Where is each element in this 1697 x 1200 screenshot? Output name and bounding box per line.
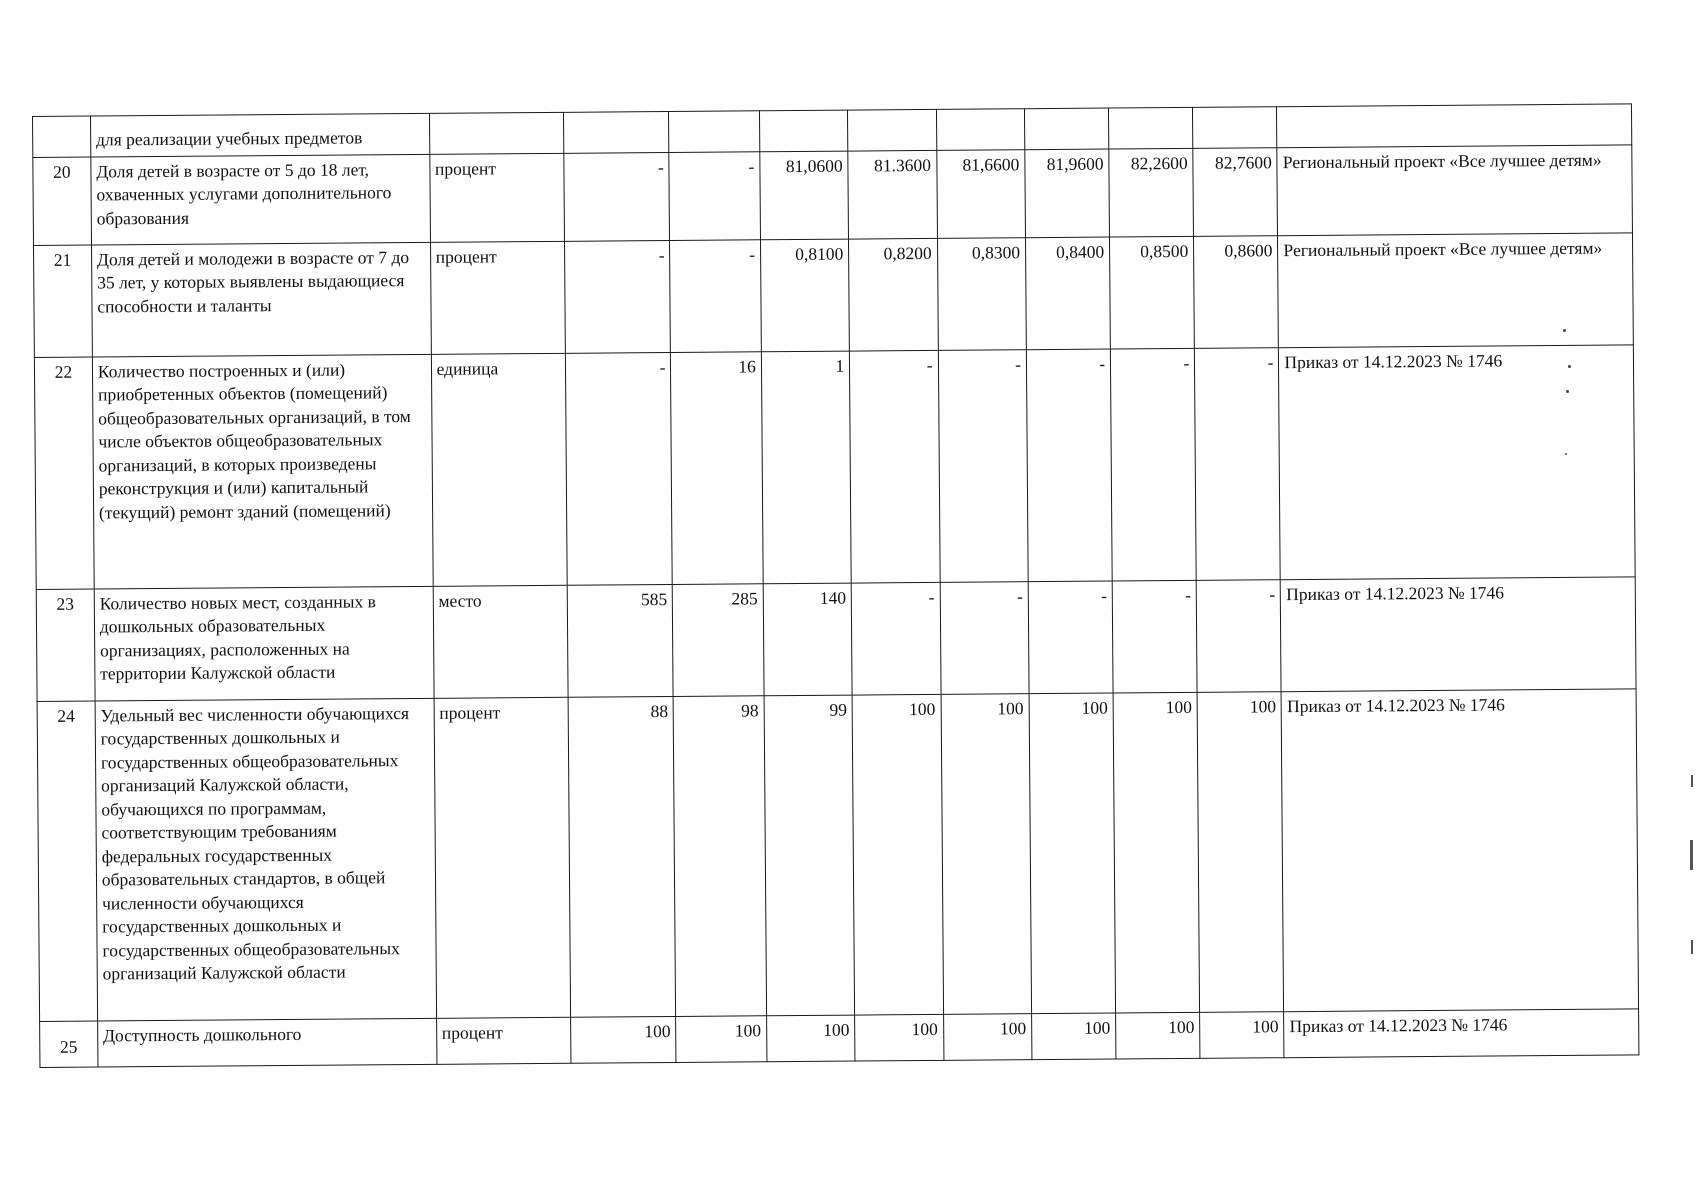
value-cell: 0,8300 [937, 237, 1026, 350]
scan-speck [1568, 365, 1571, 368]
indicator-name-cell: Количество построенных и (или) приобретенных объектов (помещений) общеобразовательных организаций, в том числе объектов общеобразовательных организаций, в которых произведены реконструкция и (или) капитальный (текущий) ремонт зданий (помещений) [92, 354, 433, 589]
source-cell: Приказ от 14.12.2023 № 1746 [1281, 576, 1636, 691]
value-cell: - [850, 350, 940, 583]
table-row [34, 232, 1634, 357]
value-cell [1024, 108, 1108, 149]
value-cell: 98 [673, 695, 766, 1016]
value-cell: - [938, 349, 1028, 582]
value-cell: - [940, 581, 1029, 694]
row-number-cell: 23 [36, 589, 95, 701]
value-cell: 100 [941, 693, 1032, 1014]
scan-edge-mark [1691, 940, 1693, 954]
value-cell: 100 [852, 694, 943, 1015]
row-number-cell [33, 116, 91, 157]
value-cell [936, 109, 1025, 150]
value-cell: 100 [1029, 693, 1116, 1014]
row-number-cell: 20 [33, 157, 92, 245]
unit-cell [429, 112, 564, 154]
table-row [36, 576, 1636, 701]
indicators-table [32, 103, 1639, 1067]
source-cell [1277, 104, 1632, 147]
value-cell: - [1195, 347, 1281, 580]
value-cell: 0,8600 [1194, 235, 1279, 348]
value-cell: 100 [943, 1013, 1032, 1060]
value-cell: 81,9600 [1025, 149, 1110, 238]
unit-cell: место [433, 585, 569, 698]
row-number-cell: 24 [37, 701, 97, 1021]
value-cell: 100 [676, 1015, 767, 1062]
scan-speck [1563, 329, 1566, 332]
value-cell: 100 [1200, 1011, 1285, 1058]
value-cell: 100 [571, 1016, 677, 1063]
value-cell: - [851, 582, 940, 695]
source-cell: Приказ от 14.12.2023 № 1746 [1279, 344, 1635, 579]
value-cell: - [566, 352, 673, 585]
scan-edge-mark [1690, 840, 1693, 870]
value-cell [759, 110, 848, 151]
unit-cell: процент [430, 241, 566, 354]
indicator-name-cell: для реализации учебных предметов [90, 113, 429, 156]
source-cell: Региональный проект «Все лучшее детям» [1278, 232, 1633, 347]
unit-cell: процент [436, 1017, 571, 1064]
value-cell: - [1196, 579, 1281, 692]
value-cell: 100 [1113, 692, 1200, 1013]
indicator-name-cell: Доля детей в возрасте от 5 до 18 лет, охваченных услугами дополнительного образования [91, 154, 430, 245]
value-cell: - [670, 239, 761, 352]
value-cell: 140 [763, 583, 852, 696]
value-cell [669, 111, 760, 152]
value-cell: 88 [568, 696, 676, 1017]
row-number-cell: 25 [40, 1021, 98, 1067]
value-cell [564, 111, 670, 152]
value-cell: 81,0600 [760, 151, 849, 240]
value-cell [1193, 107, 1277, 148]
value-cell: 285 [673, 583, 764, 696]
scan-speck [1566, 390, 1569, 393]
table-row [37, 688, 1638, 1021]
value-cell: 100 [766, 1015, 855, 1062]
value-cell: - [1110, 348, 1196, 581]
row-number-cell: 22 [34, 357, 94, 589]
unit-cell: процент [434, 697, 571, 1018]
value-cell: 585 [567, 584, 673, 697]
value-cell: 0,8500 [1110, 236, 1195, 349]
unit-cell: единица [431, 353, 567, 586]
value-cell: - [564, 152, 670, 241]
value-cell: 81,6600 [936, 149, 1025, 238]
value-cell: 0,8400 [1025, 237, 1110, 350]
value-cell: 81.3600 [848, 150, 937, 239]
value-cell: 100 [855, 1014, 944, 1061]
value-cell: - [565, 240, 671, 353]
value-cell [1109, 107, 1193, 148]
unit-cell: процент [429, 153, 564, 242]
table-row [33, 144, 1633, 245]
scan-edge-mark [1691, 775, 1693, 787]
table-row [34, 344, 1635, 589]
source-cell: Приказ от 14.12.2023 № 1746 [1284, 1008, 1639, 1057]
source-cell: Региональный проект «Все лучшее детям» [1277, 144, 1632, 235]
value-cell: 0,8200 [849, 238, 938, 351]
value-cell: 0,8100 [760, 239, 849, 352]
indicator-name-cell: Количество новых мест, созданных в дошкольных образовательных организациях, расположенных на территории Калужской области [94, 586, 434, 701]
value-cell: - [669, 151, 760, 240]
value-cell [848, 109, 937, 150]
indicator-name-cell: Удельный вес численности обучающихся государственных дошкольных и государственных общеобразовательных организаций Калужской области, обучающихся по программам, соответствующим требованиям федеральных государственных образовательных стандартов, в общей численности обучающихся государственных дошкольных и государственных общеобразовательных организаций Калужской области [95, 698, 436, 1021]
value-cell: 82,2600 [1109, 148, 1194, 237]
value-cell: 100 [1116, 1012, 1201, 1059]
value-cell: 99 [764, 695, 855, 1016]
value-cell: - [1112, 580, 1197, 693]
value-cell: - [1026, 349, 1112, 582]
value-cell: 82,7600 [1193, 147, 1278, 236]
indicator-name-cell: Доля детей и молодежи в возрасте от 7 до 35 лет, у которых выявлены выдающиеся способности и таланты [91, 242, 431, 357]
scan-speck [1565, 453, 1567, 455]
value-cell: 100 [1032, 1013, 1117, 1060]
value-cell: 16 [671, 351, 763, 584]
source-cell: Приказ от 14.12.2023 № 1746 [1281, 688, 1638, 1011]
indicator-name-cell: Доступность дошкольного [97, 1018, 436, 1067]
value-cell: 100 [1197, 691, 1284, 1012]
value-cell: 1 [761, 351, 851, 584]
value-cell: - [1028, 581, 1113, 694]
row-number-cell: 21 [34, 245, 93, 357]
